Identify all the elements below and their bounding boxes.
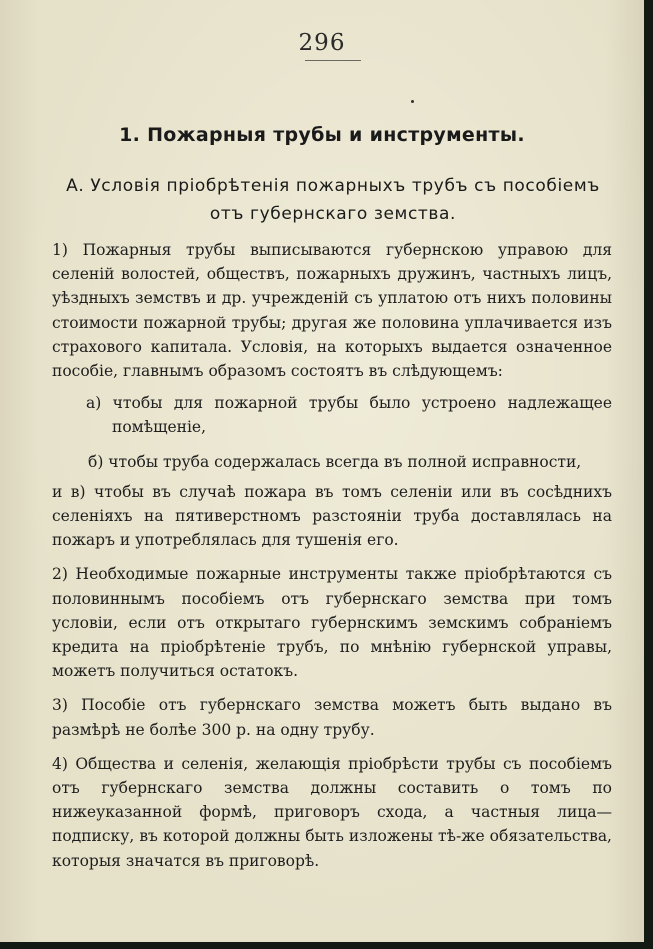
paragraph-2: 2) Необходимые пожарные инструменты также пріобрѣтаются съ половиннымъ пособіемъ отъ губернскаго земства при томъ условіи, если отъ открытаго губернскимъ земскимъ собраніемъ кредита на пріобрѣтеніе трубъ, по мнѣнію губернской управы, можетъ получиться остатокъ.	[52, 565, 612, 681]
condition-c: и в) чтобы въ случаѣ пожара въ томъ селеніи или въ сосѣднихъ селеніяхъ на пятиверстномъ разстояніи труба доставлялась на пожаръ и употреблялась для тушенія его.	[52, 482, 612, 550]
condition-b: б) чтобы труба содержалась всегда въ полной исправности,	[88, 452, 582, 471]
section-title: 1. Пожарныя трубы и инструменты.	[119, 124, 525, 146]
print-speck	[411, 100, 414, 103]
paragraph-4: 4) Общества и селенія, желающія пріобрѣсти трубы съ пособіемъ отъ губернскаго земства должны составить о томъ по нижеуказанной формѣ, приговоръ схода, а частныя лица— подписку, въ которой должны быть изложены тѣ-же обязательства, которыя значатся въ приговорѣ.	[52, 754, 612, 870]
page-number: 296	[298, 30, 346, 56]
subsection-heading-line-2: отъ губернскаго земства.	[209, 204, 457, 224]
paragraph-3: 3) Пособіе отъ губернскаго земства можетъ быть выдано въ размѣрѣ не болѣе 300 р. на одну трубу.	[52, 696, 612, 739]
subsection-heading	[50, 172, 616, 228]
subsection-heading-line-1: А. Условія пріобрѣтенія пожарныхъ трубъ съ пособіемъ	[66, 176, 600, 196]
page-body	[52, 238, 612, 873]
header-rule	[305, 60, 361, 61]
condition-a: а) чтобы для пожарной трубы было устроено надлежащее помѣщеніе,	[86, 394, 612, 437]
paragraph-1: 1) Пожарныя трубы выписываются губернскою управою для селеній волостей, обществъ, пожарныхъ дружинъ, частныхъ лицъ, уѣздныхъ земствъ и др. учрежденій съ уплатою отъ нихъ половины стоимости пожарной трубы; другая же половина уплачивается изъ страхового капитала. Условія, на которыхъ выдается означенное пособіе, главнымъ образомъ состоятъ въ слѣдующемъ:	[52, 241, 612, 381]
